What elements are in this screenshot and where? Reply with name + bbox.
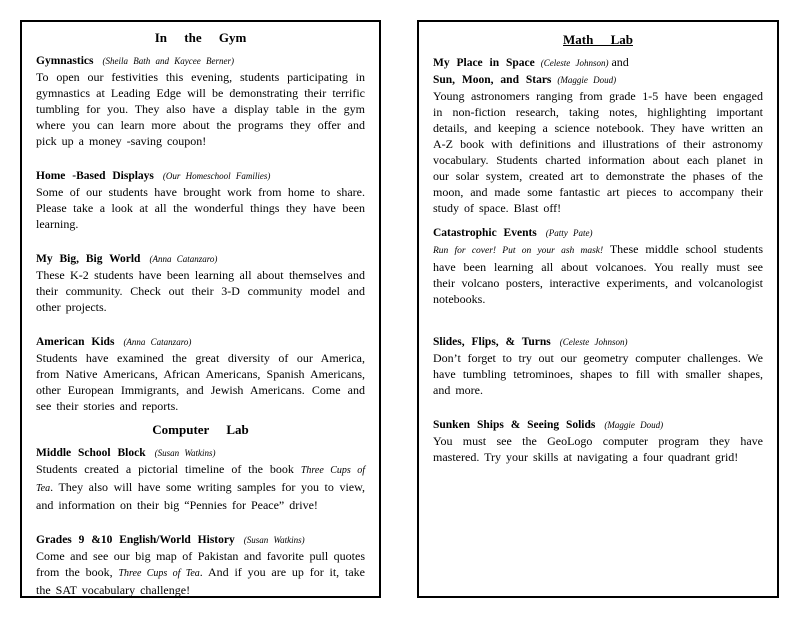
slides-body: Don’t forget to try out our geometry computer challenges. We have tumbling tetrominoes, shapes to fill with smaller shapes, and more. xyxy=(433,351,763,397)
grades-body-pre: Come and see our big map of Pakistan and favorite pull quotes from the book, xyxy=(36,549,365,579)
space-title-2: Sun, Moon, and Stars xyxy=(433,74,552,86)
right-panel xyxy=(417,20,779,598)
sunken-body: You must see the GeoLogo computer program they have mastered. Try your skills at navigating a four quadrant grid! xyxy=(433,434,763,464)
space-credit-1: (Celeste Johnson) xyxy=(540,58,609,68)
big-world-title: My Big, Big World xyxy=(36,253,141,265)
big-world-body: These K-2 students have been learning all about themselves and their community. Check out their 3-D community model and other projects. xyxy=(36,268,365,314)
catastrophic-body xyxy=(433,241,763,307)
big-world-credit: (Anna Catanzaro) xyxy=(149,254,218,264)
computer-lab-title: Computer Lab xyxy=(152,422,249,437)
middle-school-body-pre: Students created a pictorial timeline of the book xyxy=(36,462,301,476)
american-kids-title: American Kids xyxy=(36,336,115,348)
grades-title: Grades 9 &10 English/World History xyxy=(36,534,235,546)
space-credit-2: (Maggie Doud) xyxy=(557,75,617,85)
slides-entry xyxy=(433,333,763,398)
slides-title: Slides, Flips, & Turns xyxy=(433,336,551,348)
american-kids-entry xyxy=(36,333,365,414)
middle-school-book: Three Cups of Tea xyxy=(36,465,365,494)
gymnastics-entry xyxy=(36,52,365,149)
grades-body xyxy=(36,548,365,598)
middle-school-body xyxy=(36,461,365,513)
middle-school-body-post: . They also will have some writing samples for you to view, and information on their big “Pennies for Peace” drive! xyxy=(36,480,365,512)
middle-school-entry xyxy=(36,444,365,513)
sunken-title: Sunken Ships & Seeing Solids xyxy=(433,419,596,431)
grades-credit: (Susan Watkins) xyxy=(243,535,305,545)
catastrophic-tagline: Run for cover! Put on your ash mask! xyxy=(433,246,604,256)
grades-body-post: . And if you are up for it, take the SAT vocabulary challenge! xyxy=(36,565,365,597)
space-body: Young astronomers ranging from grade 1-5 have been engaged in non-fiction research, taking notes, highlighting important details, and keeping a science notebook. They have written an A-Z book with definitions and illustrations of their astronomy vocabulary. Students charted information about each planet in our solar system, created art to demonstrate the phases of the moon, and made some fantastic art pieces to accompany their study of space. Blast off! xyxy=(433,89,763,215)
grades-entry xyxy=(36,531,365,598)
middle-school-credit: (Susan Watkins) xyxy=(154,448,216,458)
space-and: and xyxy=(611,55,629,69)
middle-school-title: Middle School Block xyxy=(36,447,146,459)
home-displays-credit: (Our Homeschool Families) xyxy=(162,171,271,181)
home-displays-body: Some of our students have brought work from home to share. Please take a look at all the wonderful things they have been learning. xyxy=(36,185,365,231)
gym-section-title: In the Gym xyxy=(154,30,247,45)
home-displays-title: Home -Based Displays xyxy=(36,170,154,182)
gymnastics-body: To open our festivities this evening, students participating in gymnastics at Leading Edge will be demonstrating their terrific tumbling for you. They also have a display table in the gym where you can learn more about the programs they offer and pick up a money -saving coupon! xyxy=(36,70,365,148)
slides-credit: (Celeste Johnson) xyxy=(559,337,628,347)
catastrophic-entry xyxy=(433,224,763,307)
space-title-1: My Place in Space xyxy=(433,57,535,69)
math-lab-title: Math Lab xyxy=(563,32,633,47)
gymnastics-credit: (Sheila Bath and Kaycee Berner) xyxy=(102,56,234,66)
sunken-entry xyxy=(433,416,763,465)
big-world-entry xyxy=(36,250,365,315)
sunken-credit: (Maggie Doud) xyxy=(604,420,664,430)
left-panel xyxy=(20,20,381,598)
catastrophic-title: Catastrophic Events xyxy=(433,227,537,239)
space-entry xyxy=(433,54,763,216)
gymnastics-title: Gymnastics xyxy=(36,55,94,67)
american-kids-credit: (Anna Catanzaro) xyxy=(123,337,192,347)
catastrophic-body-text: These middle school students have been learning all about volcanoes. You really must see their volcano posters, interactive experiments, and volcanologist notebooks. xyxy=(433,242,763,306)
grades-book: Three Cups of Tea xyxy=(118,568,200,579)
home-displays-entry xyxy=(36,167,365,232)
american-kids-body: Students have examined the great diversity of our America, from Native Americans, African Americans, Spanish Americans, other European Immigrants, and Jewish Americans. Come and see their stories and reports. xyxy=(36,351,365,413)
catastrophic-credit: (Patty Pate) xyxy=(545,228,593,238)
